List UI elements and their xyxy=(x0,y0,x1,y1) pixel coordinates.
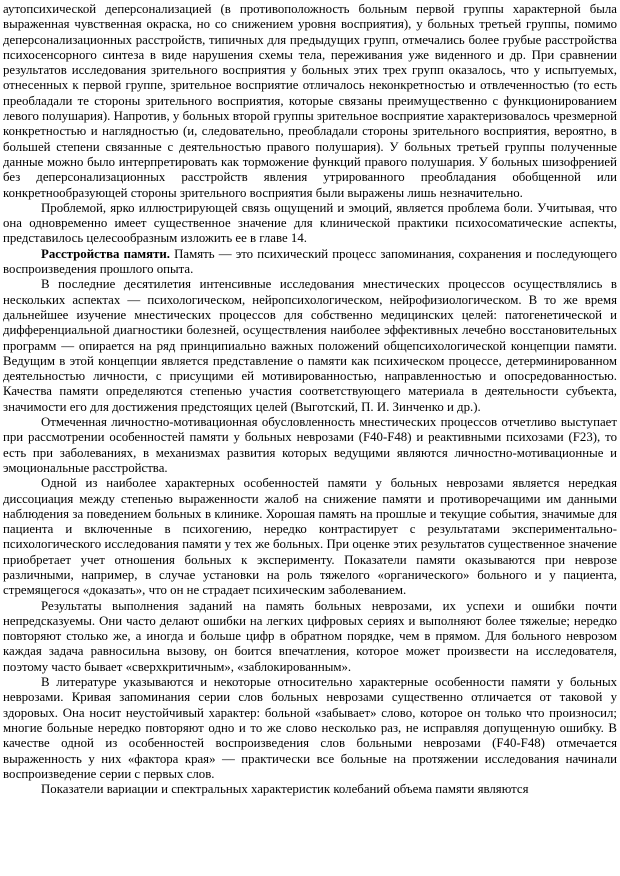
paragraph-text: аутопсихической деперсонализацией (в противоположность больным первой группы характерной была выраженная чувственная окраска, но со снижением уровня восприятия), у больных третьей группы, помимо деперсонализационных расстройств, типичных для предыдущих групп, отмечались более грубые расстройства психосенсорного синтеза в виде нарушения схемы тела, переживания уже виденного и др. При сравнении результатов исследования зрительного восприятия у больных этих трех групп оказалось, что у испытуемых, отнесенных к первой группе, зрительное восприятие отличалось неконкретностью и отвлеченностью (то есть преобладали те стороны зрительного восприятия, которые связаны преимущественно с функционированием левого полушария). Напротив, у больных второй группы зрительное восприятие характеризовалось чрезмерной конкретностью и наглядностью (и, следовательно, преобладали стороны зрительного восприятия, вероятно, в большей степени связанные с деятельностью правого полушария). У больных третьей группы полученные данные можно было интерпретировать как торможение функций правого полушария. У больных шизофренией без деперсонализационных расстройств явления утрированного преобладания обобщенной или конкретнообразующей стороны зрительного восприятия были выражены лишь незначительно. xyxy=(3,2,617,200)
section-heading-memory-disorders: Расстройства памяти. xyxy=(41,246,171,261)
paragraph-task-results xyxy=(3,599,617,675)
paragraph-pain-problem xyxy=(3,201,617,247)
paragraph-variation-indicators xyxy=(3,782,617,797)
paragraph-memory-disorders xyxy=(3,247,617,278)
paragraph-motivational-conditioning xyxy=(3,415,617,476)
paragraph-text: Одной из наиболее характерных особенностей памяти у больных неврозами является нередкая диссоциация между степенью выраженности жалоб на снижение памяти и противоречащими им данными наблюдения за поведением больных в клинике. Хорошая память на прошлые и текущие события, значимые для пациента и включенные в психогению, нередко контрастирует с результатами экспериментально-психологического исследования памяти у тех же больных. При оценке этих результатов существенное значение приобретает учет отношения больных к эксперименту. Показатели памяти оказываются при неврозе различными, например, в случае установки на роль тяжелого «органического» больного и у пациента, стремящегося «доказать», что он не страдает психическим заболеванием. xyxy=(3,476,617,598)
paragraph-text: В литературе указываются и некоторые относительно характерные особенности памяти у больных неврозами. Кривая запоминания серии слов больных неврозами существенно отличается от таковой у здоровых. Она носит неустойчивый характер: больной «забывает» слово, которое он только что произносил; многие больные нередко повторяют одно и то же слово несколько раз, не исправляя допущенную ошибку. В качестве одной из особенностей воспроизведения слов больными неврозами (F40-F48) отмечается выраженность у них «фактора края» — практически все больные на протяжении исследования начинали воспроизведение серии с первых слов. xyxy=(3,675,617,781)
paragraph-text: В последние десятилетия интенсивные исследования мнестических процессов осуществлялись в нескольких аспектах — психологическом, нейропсихологическом, нейрофизиологическом. В то же время дальнейшее изучение мнестических процессов для собственно медицинских целей: патогенетической и дифференциальной диагностики болезней, осуществления наиболее эффективных лечебно восстановительных программ — опирается на ряд принципиально важных положений общепсихологической концепции памяти. Ведущим в этой концепции является представление о памяти как психическом процессе, детерминированном деятельностью личности, с присущими ей мотивированностью, направленностью и опосредованностью. Качества памяти определяются степенью участия соответствующего материала в деятельности субъекта, значимости его для достижения предстоящих целей (Выготский, П. И. Зинченко и др.). xyxy=(3,277,617,414)
paragraph-text: Проблемой, ярко иллюстрирующей связь ощущений и эмоций, является проблема боли. Учитывая, что она одновременно имеет существенное значение для клинической практики психосоматические аспекты, представилось целесообразным изложить ее в главе 14. xyxy=(3,200,617,246)
paragraph-mnestic-research xyxy=(3,277,617,415)
paragraph-text: Память — это психический процесс запоминания, сохранения и последующего воспроизведения прошлого опыта. xyxy=(3,246,617,277)
paragraph-neurosis-memory-dissociation xyxy=(3,476,617,598)
paragraph-text: Показатели вариации и спектральных характеристик колебаний объема памяти являются xyxy=(41,782,529,797)
paragraph-text: Отмеченная личностно-мотивационная обусловленность мнестических процессов отчетливо выступает при рассмотрении особенностей памяти у больных неврозами (F40-F48) и реактивными психозами (F23), то есть при заболеваниях, в механизмах развития которых ведущими являются личностно-мотивационные и эмоциональные расстройства. xyxy=(3,415,617,475)
paragraph-literature-features xyxy=(3,675,617,782)
paragraph-text: Результаты выполнения заданий на память больных неврозами, их успехи и ошибки почти непредсказуемы. Они часто делают ошибки на легких цифровых сериях и выполняют более тяжелые; нередко повторяют столько же, а иногда и больше цифр в обратном порядке, чем в прямом. Для больного неврозом каждая задача равносильна вызову, он боится впечатления, которое может произвести на исследователя, поэтому часто бывает «сверхкритичным», «заблокированным». xyxy=(3,598,617,674)
paragraph-visual-perception-continued xyxy=(3,2,617,201)
